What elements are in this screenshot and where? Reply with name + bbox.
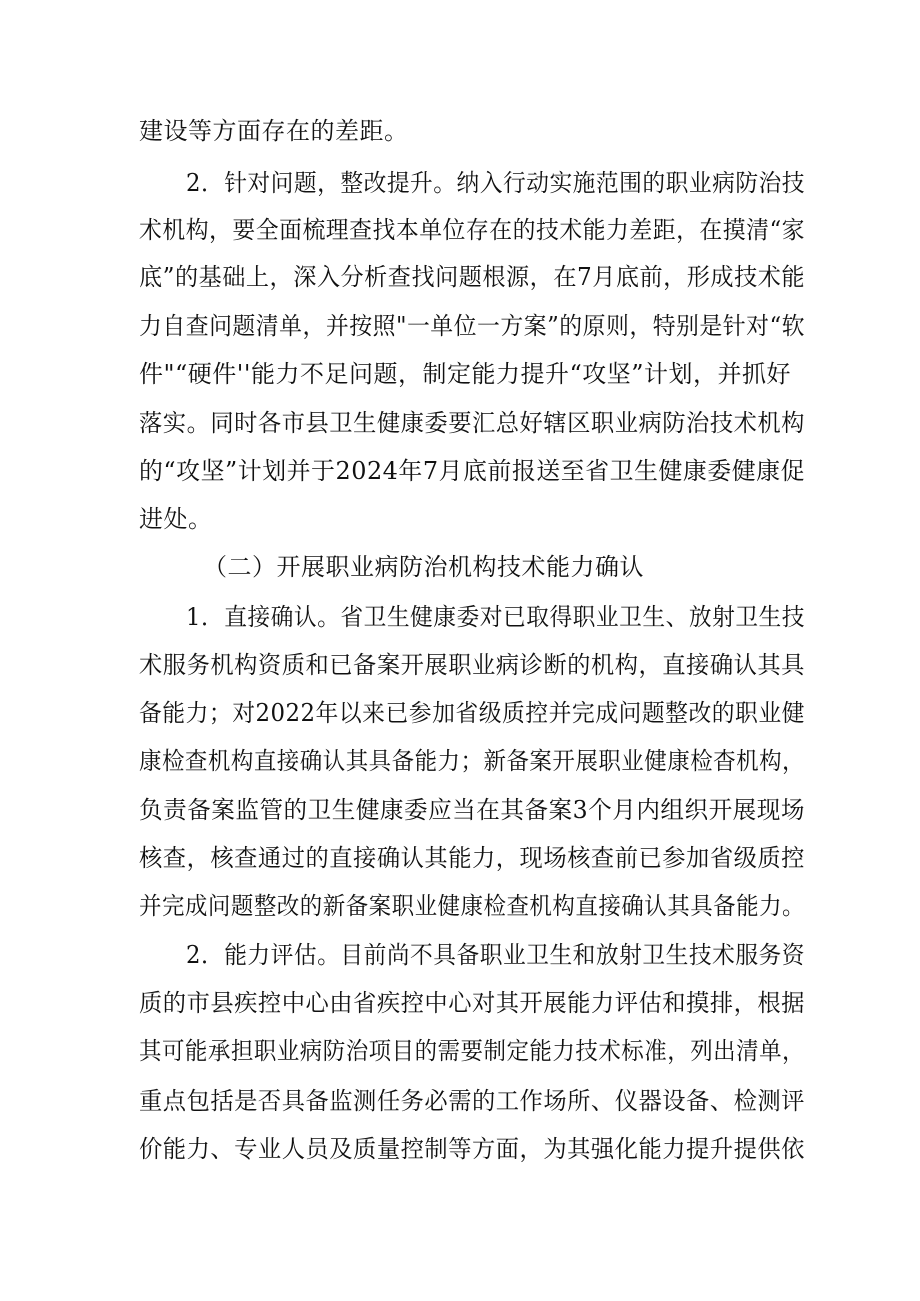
text-line: 康检查机构直接确认其具备能力；新备案开展职业健康检杳机构， (139, 747, 806, 775)
text-line: 术服务机构资质和已备案开展职业病诊断的机构，直接确认其具 (139, 651, 805, 679)
text-line: 其可能承担职业病防治项目的需要制定能力技术标准，列出清单， (139, 1037, 806, 1065)
section-heading: （二）开展职业病防治机构技术能力确认 (203, 553, 644, 581)
text-line: 负责备案监管的卫生健康委应当在其备案3个月内组织开展现场 (139, 796, 805, 824)
text-line: 的“攻坚”计划并于2024年7月底前报送至省卫生健康委健康促 (139, 457, 806, 485)
text-line: 价能力、专业人员及质量控制等方面，为其强化能力提升提供依 (139, 1135, 805, 1163)
text-line: 术机构，要全面梳理查找本单位存在的技术能力差距，在摸清“家 (139, 216, 806, 244)
text-line: 力自查问题清单，并按照"一单位一方案”的原则，特别是针对“软 (139, 312, 806, 340)
text-line: 备能力；对2022年以来已参加省级质控并完成问题整改的职业健 (139, 699, 805, 727)
text-line: 落实。同时各市县卫生健康委要汇总好辖区职业病防治技术机构 (139, 409, 805, 437)
text-line: 1．直接确认。省卫生健康委对已取得职业卫生、放射卫生技 (186, 603, 806, 631)
text-line: 2．能力评估。目前尚不具备职业卫生和放射卫生技术服务资 (186, 941, 806, 969)
text-line: 核查，核查通过的直接确认其能力，现场核查前已参加省级质控 (139, 844, 805, 872)
text-line: 底”的基础上，深入分析查找问题根源，在7月底前，形成技术能 (139, 263, 806, 291)
text-line: 件"“硬件''能力不足问题，制定能力提升“攻坚”计划，并抓好 (139, 360, 792, 388)
text-line: 并完成问题整改的新备案职业健康检查机构直接确认其具备能力。 (139, 892, 806, 920)
text-line: 进处。 (139, 505, 213, 533)
text-line: 建设等方面存在的差距。 (139, 117, 409, 145)
text-line: 2．针对问题，整改提升。纳入行动实施范围的职业病防治技 (186, 169, 806, 197)
text-line: 质的市县疾控中心由省疾控中心对其开展能力评估和摸排，根据 (139, 989, 805, 1017)
text-line: 重点包括是否具备监测任务必需的工作场所、仪器设备、检测评 (139, 1087, 805, 1115)
